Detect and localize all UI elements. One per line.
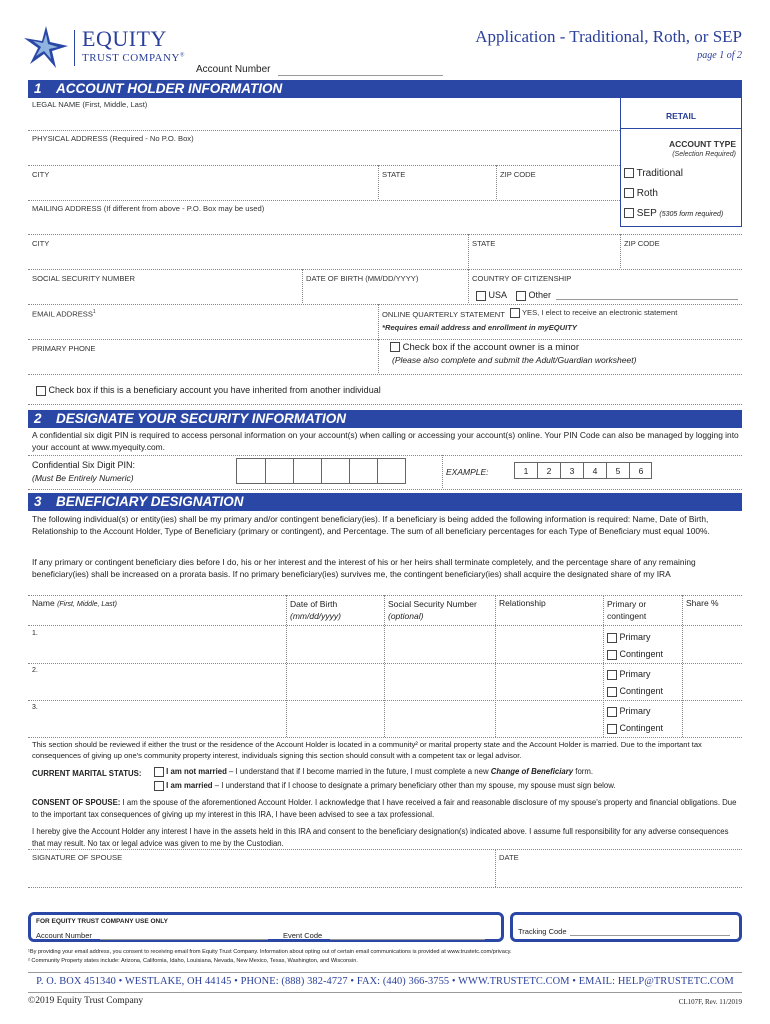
usa-checkbox[interactable] [476,291,486,301]
copyright: ©2019 Equity Trust Company [28,996,144,1006]
minor-checkbox[interactable] [390,342,400,352]
account-type-label: ACCOUNT TYPE [668,139,736,149]
usa-option[interactable]: USA [476,290,507,301]
example-digit: 1 [515,463,538,479]
example-digit: 5 [607,463,630,479]
sep-option[interactable]: SEP (5305 form required) [624,208,723,219]
state-label: STATE [382,170,406,179]
page-title: Application - Traditional, Roth, or SEP [475,27,742,46]
section-3-header: 3 BENEFICIARY DESIGNATION [28,493,742,511]
date-label: DATE [499,853,519,862]
legal-name-field[interactable] [28,98,620,128]
row3-primary[interactable]: Primary [607,706,651,717]
account-number-field[interactable] [278,75,443,76]
form-number: CL107F, Rev. 11/2019 [678,998,742,1006]
section-1-header: 1 ACCOUNT HOLDER INFORMATION [28,80,742,98]
row3-contingent[interactable]: Contingent [607,723,663,734]
review-note: This section should be reviewed if either the trust or the residence of the Account Holder is located in a community² or marital property state and the Account Holder is married. Due to the important tax consequences of giving up one's community property interest, individuals signing this section should consult with a competent tax or legal advisor. [32,740,702,760]
example-label: EXAMPLE: [446,467,489,477]
sep-checkbox[interactable] [624,208,634,218]
equity-star-logo-icon [22,24,70,70]
row2-contingent[interactable]: Contingent [607,686,663,697]
city-label: CITY [32,170,50,179]
physical-address-label: PHYSICAL ADDRESS (Required - No P.O. Box) [32,134,194,143]
row1-contingent-checkbox[interactable] [607,650,617,660]
consent-of-spouse: CONSENT OF SPOUSE: I am the spouse of the aforementioned Account Holder. I acknowledge that I have received a fair and reasonable disclosure of my spouse's property and financial obligations. Due to the important tax consequences of giving up my interest in this IRA, I have been advised to see a tax professional. [32,798,737,819]
other-checkbox[interactable] [516,291,526,301]
row1-contingent[interactable]: Contingent [607,649,663,660]
logo-sub: TRUST COMPANY® [82,52,185,64]
pin-entry[interactable] [236,458,406,484]
office-account-number-label: Account Number [36,931,92,940]
logo-divider [74,30,75,66]
married-checkbox[interactable] [154,781,164,791]
example-digit: 2 [538,463,561,479]
pin-note: (Must Be Entirely Numeric) [32,473,134,483]
traditional-option[interactable]: Traditional [624,168,683,179]
account-number-label: Account Number [196,64,271,75]
row2-contingent-checkbox[interactable] [607,687,617,697]
row3-primary-checkbox[interactable] [607,707,617,717]
beneficiary-paragraph-2: If any primary or contingent beneficiary dies before I do, his or her interest and the interest of his or her heirs shall terminate completely, and the percentage share of any remaining beneficiary(ies) shall be increased on a prorata basis. If no primary beneficiary(ies) survives me, the contingent beneficiary(ies) shall acquire the designated share of my IRA [32,557,696,579]
mailing-zip-label: ZIP CODE [624,239,660,248]
row1-primary[interactable]: Primary [607,632,651,643]
footer-contact: P. O. BOX 451340 • WESTLAKE, OH 44145 • PHONE: (888) 382-4727 • FAX: (440) 366-3755 • WWW.TRUSTETC.COM • EMAIL: HELP@TRUSTETC.COM [36,976,734,987]
row1-primary-checkbox[interactable] [607,633,617,643]
footnote-1: ¹By providing your email address, you consent to receiving email from Equity Trust Company. Information about opting out of certain email communications is provided at www.trustetc.com/privacy. [28,949,512,955]
row2-primary[interactable]: Primary [607,669,651,680]
online-statement-label: ONLINE QUARTERLY STATEMENT [382,310,505,319]
citizenship-label: COUNTRY OF CITIZENSHIP [472,274,572,283]
selection-required: (Selection Required) [672,151,736,158]
mailing-city-label: CITY [32,239,50,248]
tracking-code-label: Tracking Code [518,927,567,936]
other-option[interactable]: Other [516,290,551,301]
roth-checkbox[interactable] [624,188,634,198]
beneficiary-row-2: 2. [32,667,38,674]
mailing-address-label: MAILING ADDRESS (If different from above - P.O. Box may be used) [32,204,265,213]
example-digit: 3 [561,463,584,479]
signature-label: SIGNATURE OF SPOUSE [32,853,123,862]
col-name-header: Name (First, Middle, Last) [32,598,117,608]
married-option[interactable]: I am married – I understand that if I choose to designate a primary beneficiary other than my spouse, my spouse must sign below. [154,781,616,791]
hereby-statement: I hereby give the Account Holder any interest I have in the assets held in this IRA and consent to the beneficiary designation(s) indicated above. I assume full responsibility for any adverse consequences that may result. No tax or legal advice was given to me by the Custodian. [32,827,729,848]
other-country-field[interactable] [556,299,738,300]
physical-address-field[interactable] [28,132,620,164]
electronic-statement-option[interactable]: YES, I elect to receive an electronic statement [510,308,677,318]
example-digit: 4 [584,463,607,479]
col-dob-header: Date of Birth (mm/dd/yyyy) [290,599,341,621]
roth-option[interactable]: Roth [624,188,658,199]
logo-name: EQUITY [82,26,167,51]
pin-description: A confidential six digit PIN is required to access personal information on your account(s) when calling or accessing your account(s) online. Your PIN Code can also be managed by logging into your account at www.myequity.com. [32,430,739,452]
email-label: EMAIL ADDRESS$^1$ [32,309,96,319]
example-digit: 6 [638,466,644,476]
col-share-header: Share % [686,598,719,608]
beneficiary-account-option[interactable]: Check box if this is a beneficiary account you have inherited from another individual [36,385,381,396]
marital-status-label: CURRENT MARITAL STATUS: [32,769,142,778]
legal-name-label: LEGAL NAME (First, Middle, Last) [32,100,148,109]
col-ssn-header: Social Security Number (optional) [388,599,477,621]
traditional-checkbox[interactable] [624,168,634,178]
signature-field[interactable] [28,850,495,886]
beneficiary-row-1: 1. [32,630,38,637]
minor-note: (Please also complete and submit the Adult/Guardian worksheet) [392,355,637,365]
footnote-2: ² Community Property states include: Arizona, California, Idaho, Louisiana, Nevada, New Mexico, Texas, Washington, and Wisconsin. [28,958,358,964]
not-married-option[interactable]: I am not married – I understand that if I become married in the future, I must complete a new Change of Beneficiary form. [154,767,593,777]
minor-option[interactable]: Check box if the account owner is a minor [390,342,579,353]
row2-primary-checkbox[interactable] [607,670,617,680]
col-relationship-header: Relationship [499,598,546,608]
row3-contingent-checkbox[interactable] [607,724,617,734]
office-use-box [28,912,504,942]
electronic-statement-checkbox[interactable] [510,308,520,318]
beneficiary-paragraph-1: The following individual(s) or entity(ies) shall be my primary and/or contingent beneficiary(ies). If a beneficiary is being added the following information is required: Name, Date of Birth, Relationship to the Account Holder, Type of Beneficiary (primary or contingent), and Percentage. The sum of all beneficiary percentages for each Type of Beneficiary must equal 100%. [32,514,710,536]
pin-example [514,462,652,479]
col-type-header: Primary or contingent [607,599,647,621]
section-2-header: 2 DESIGNATE YOUR SECURITY INFORMATION [28,410,742,428]
mailing-state-label: STATE [472,239,496,248]
beneficiary-row-3: 3. [32,704,38,711]
beneficiary-account-checkbox[interactable] [36,386,46,396]
ssn-label: SOCIAL SECURITY NUMBER [32,274,135,283]
primary-phone-label: PRIMARY PHONE [32,344,96,353]
retail-label: RETAIL [665,111,697,121]
dob-label: DATE OF BIRTH (MM/DD/YYYY) [306,274,419,283]
not-married-checkbox[interactable] [154,767,164,777]
pin-label: Confidential Six Digit PIN: [32,460,136,470]
page-number: page 1 of 2 [697,50,742,61]
event-code-label: Event Code [283,931,323,940]
date-field[interactable] [495,850,742,886]
requires-note: *Requires email address and enrollment in myEQUITY [382,323,577,332]
office-use-title: FOR EQUITY TRUST COMPANY USE ONLY [36,918,168,925]
zip-label: ZIP CODE [500,170,536,179]
